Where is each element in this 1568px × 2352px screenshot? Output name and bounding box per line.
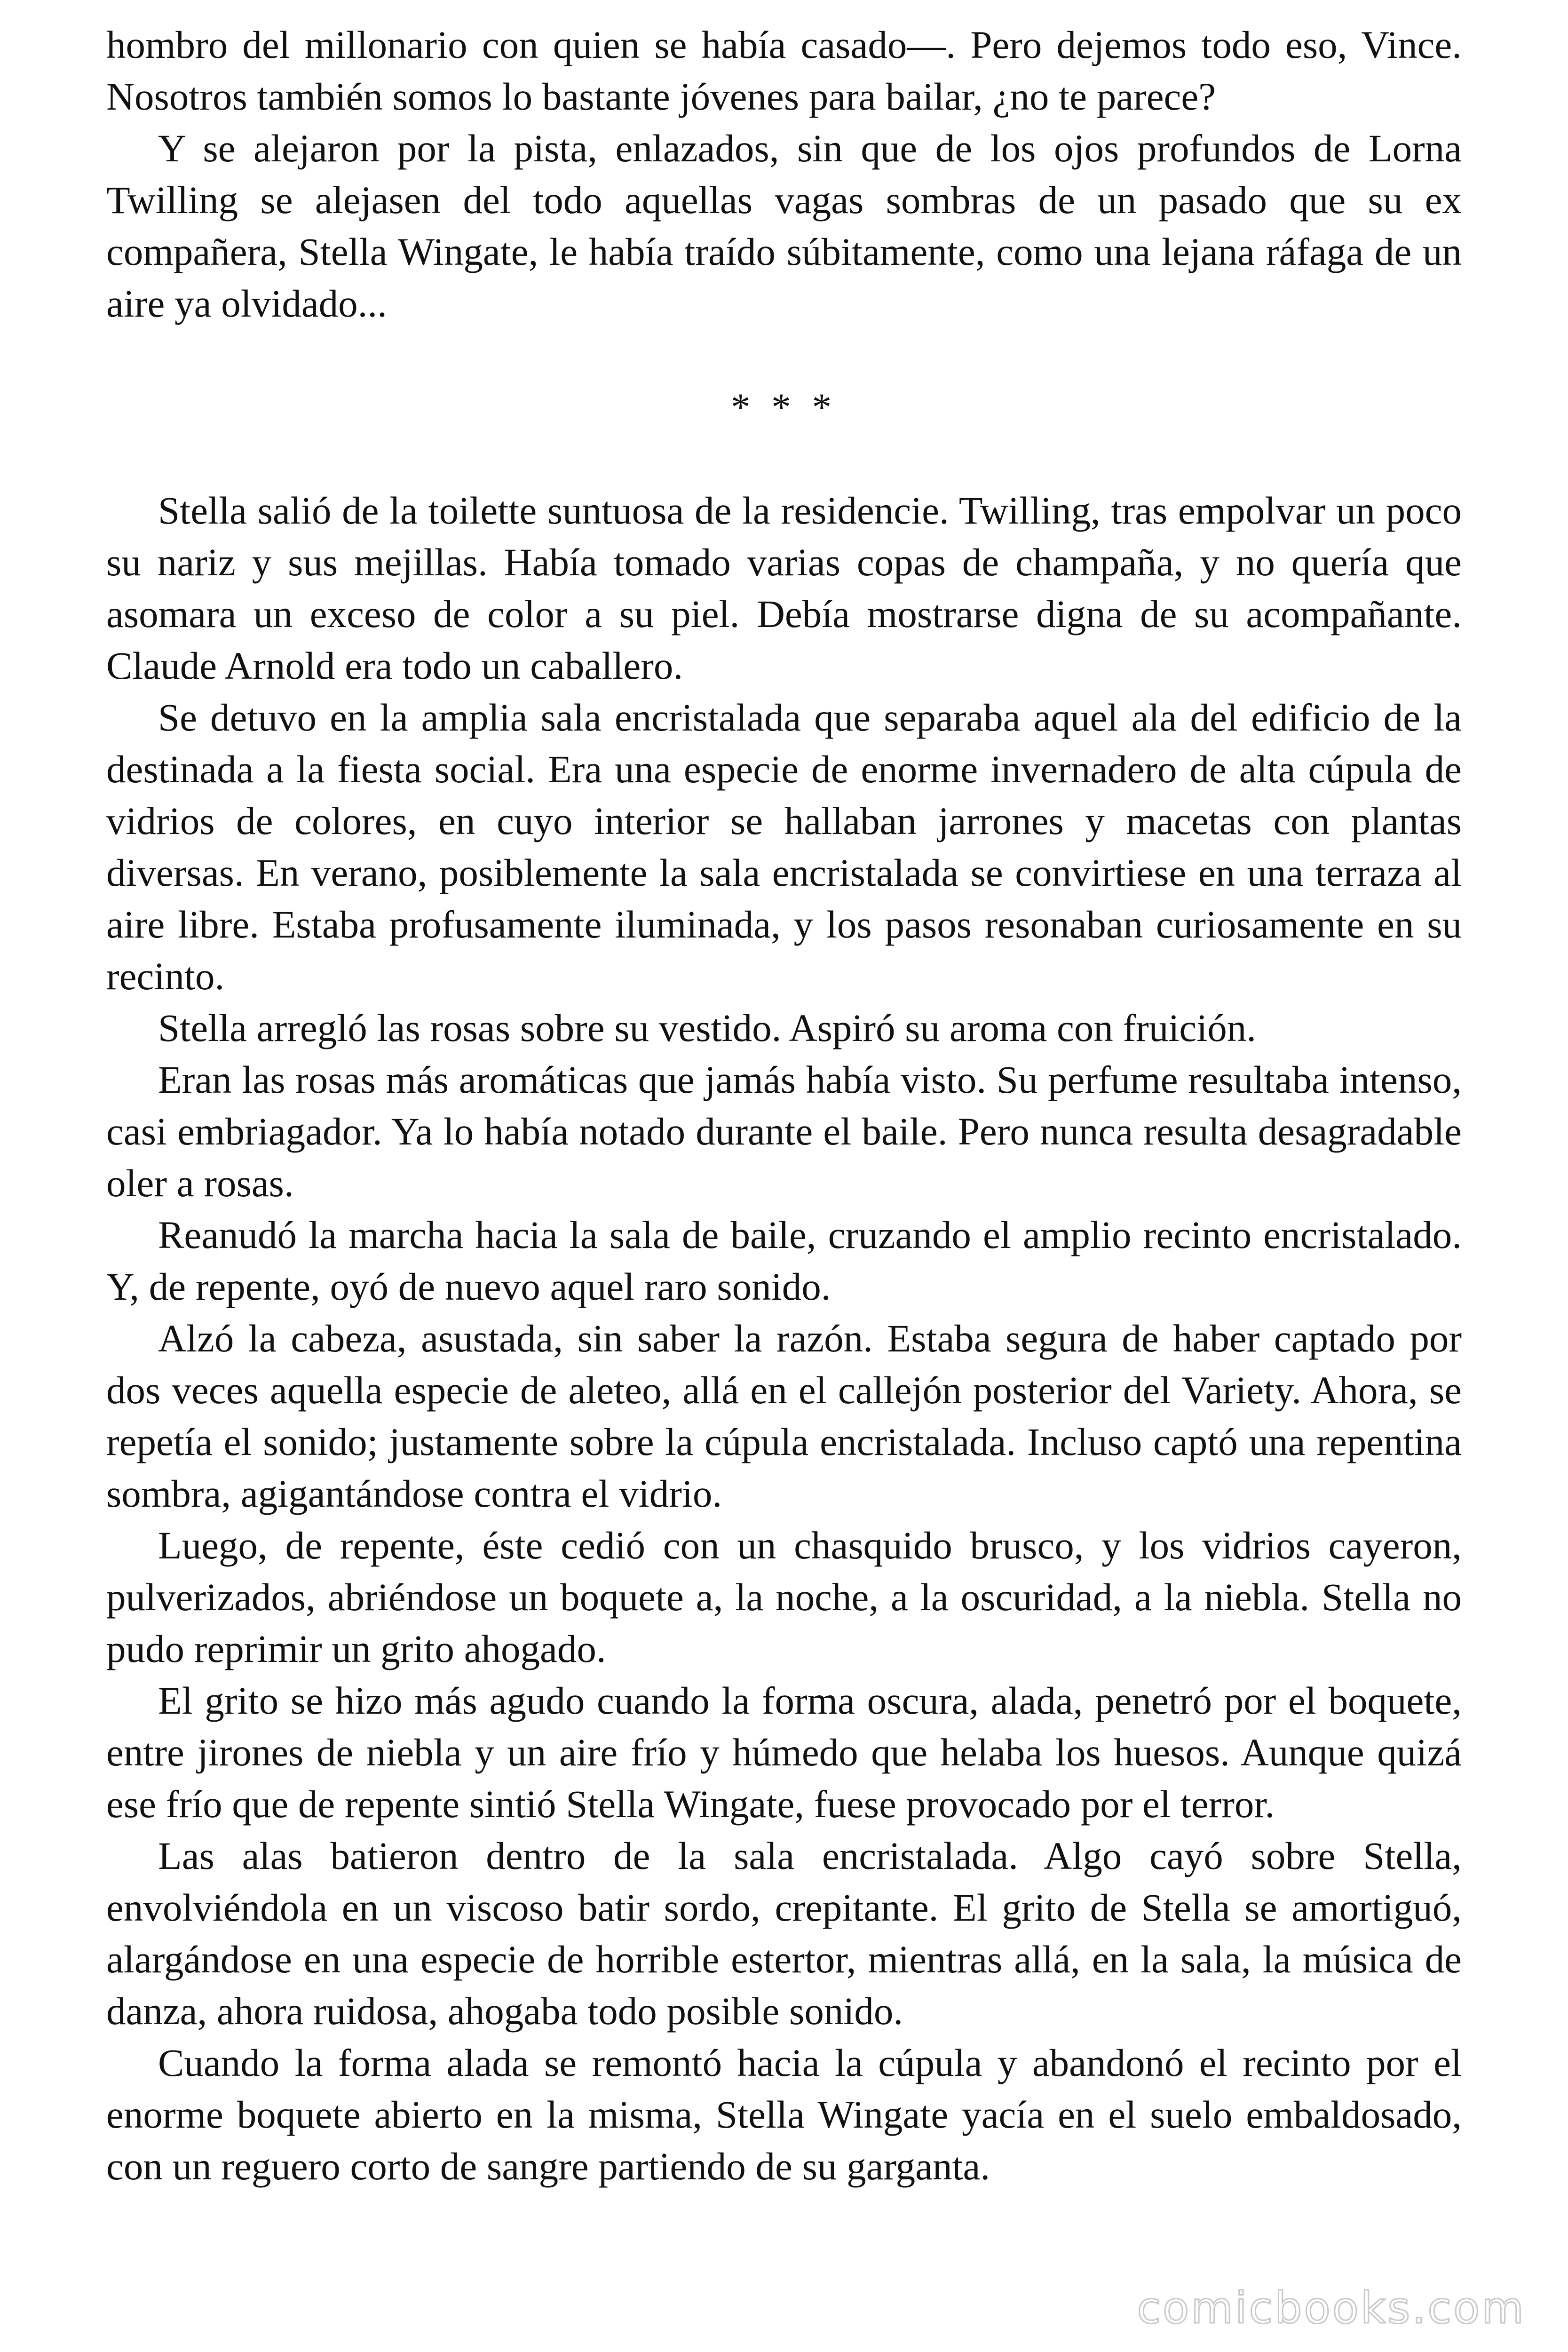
paragraph-continued: hombro del millonario con quien se había casado—. Pero dejemos todo eso, Vince. Nosotros también somos lo bastante jóvenes para bailar, ¿no te parece? (106, 23, 1462, 118)
paragraph: Stella salió de la toilette suntuosa de la residencie. Twilling, tras empolvar un poco su nariz y sus mejillas. Había tomado varias copas de champaña, y no quería que asomara un exceso de color a su piel. Debía mostrarse digna de su acompañante. Claude Arnold era todo un caballero. (106, 489, 1462, 687)
paragraph: El grito se hizo más agudo cuando la forma oscura, alada, penetró por el boquete, entre jirones de niebla y un aire frío y húmedo que helaba los huesos. Aunque quizá ese frío que de repente sintió Stella Wingate, fuese provocado por el terror. (106, 1679, 1462, 1826)
paragraph: Las alas batieron dentro de la sala encristalada. Algo cayó sobre Stella, envolviéndola en un viscoso batir sordo, crepitante. El grito de Stella se amortiguó, alargándose en una especie de horrible estertor, mientras allá, en la sala, la música de danza, ahora ruidosa, ahogaba todo posible sonido. (106, 1834, 1462, 2033)
paragraph: Y se alejaron por la pista, enlazados, sin que de los ojos profundos de Lorna Twilling se alejasen del todo aquellas vagas sombras de un pasado que su ex compañera, Stella Wingate, le había traído súbitamente, como una lejana ráfaga de un aire ya olvidado... (106, 127, 1462, 325)
paragraph: Stella arregló las rosas sobre su vestido. Aspiró su aroma con fruición. (158, 1006, 1257, 1049)
paragraph: Alzó la cabeza, asustada, sin saber la razón. Estaba segura de haber captado por dos veces aquella especie de aleteo, allá en el callejón posterior del Variety. Ahora, se repetía el sonido; justamente sobre la cúpula encristalada. Incluso captó una repentina sombra, agigantándose contra el vidrio. (106, 1317, 1462, 1515)
page-text (106, 19, 1462, 2192)
paragraph: Reanudó la marcha hacia la sala de baile, cruzando el amplio recinto encristalado. Y, de repente, oyó de nuevo aquel raro sonido. (106, 1213, 1462, 1308)
section-separator: * * * (731, 385, 837, 429)
paragraph: Eran las rosas más aromáticas que jamás había visto. Su perfume resultaba intenso, casi embriagador. Ya lo había notado durante el baile. Pero nunca resulta desagradable oler a rosas. (106, 1058, 1462, 1205)
paragraph: Se detuvo en la amplia sala encristalada que separaba aquel ala del edificio de la destinada a la fiesta social. Era una especie de enorme invernadero de alta cúpula de vidrios de colores, en cuyo interior se hallaban jarrones y macetas con plantas diversas. En verano, posiblemente la sala encristalada se convirtiese en una terraza al aire libre. Estaba profusamente iluminada, y los pasos resonaban curiosamente en su recinto. (106, 696, 1462, 998)
paragraph: Luego, de repente, éste cedió con un chasquido brusco, y los vidrios cayeron, pulverizados, abriéndose un boquete a, la noche, a la oscuridad, a la niebla. Stella no pudo reprimir un grito ahogado. (106, 1524, 1462, 1670)
paragraph: Cuando la forma alada se remontó hacia la cúpula y abandonó el recinto por el enorme boquete abierto en la misma, Stella Wingate yacía en el suelo embaldosado, con un reguero corto de sangre partiendo de su garganta. (106, 2041, 1462, 2188)
watermark-logo: comicbooks.com (1137, 2283, 1526, 2333)
